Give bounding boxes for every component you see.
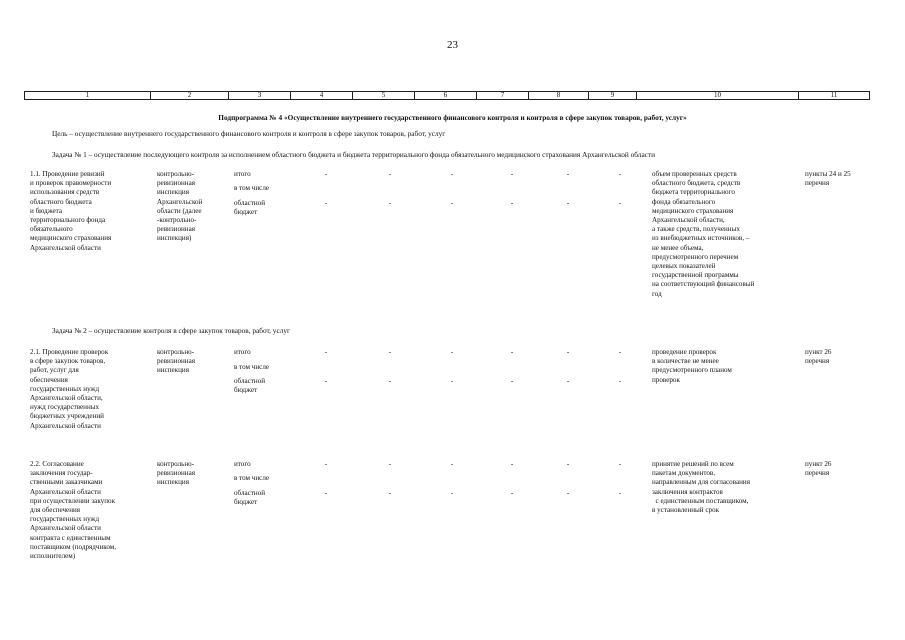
row-3-col-8-line-1-dash: - xyxy=(566,460,570,468)
row-1-col-4-line-1-dash: - xyxy=(324,170,328,178)
row-1-col-6-line-1-dash: - xyxy=(450,170,454,178)
row-2-name-line: работ, услуг для xyxy=(30,366,79,375)
row-2-col-5-line-1-dash: - xyxy=(388,348,392,356)
row-3-col-5-line-1-dash: - xyxy=(388,460,392,468)
row-1-result-line: год xyxy=(652,289,662,298)
goal-text: Цель – осуществление внутреннего государственного финансового контроля и контроля в сфере закупок товаров, работ, услуг xyxy=(52,129,446,138)
row-1-col-8-line-1-dash: - xyxy=(566,170,570,178)
row-3-name-line: исполнителем) xyxy=(30,552,76,561)
row-2-result-line: предусмотренного планом xyxy=(652,366,732,375)
row-1-name-line: Архангельской области xyxy=(30,243,101,252)
row-2-name-line: государственных нужд xyxy=(30,384,100,393)
row-1-source-budget-line: областной xyxy=(234,199,266,207)
header-col-5: 5 xyxy=(353,92,415,100)
row-3-col-8-line-2-dash: - xyxy=(566,489,570,497)
row-2-name-line: Архангельской области, xyxy=(30,394,103,403)
header-col-10: 10 xyxy=(637,92,799,100)
row-3-col-7-line-1-dash: - xyxy=(510,460,514,468)
row-1-source-budget xyxy=(234,199,265,217)
row-3-result xyxy=(652,460,750,515)
row-3-name-line: при осуществлении закупок xyxy=(30,496,116,505)
row-1-name-line: областного бюджета xyxy=(30,197,92,206)
row-3-source-total: итого xyxy=(234,460,251,468)
row-2-link xyxy=(805,348,831,366)
row-2-executor xyxy=(157,348,195,376)
row-3-col-4-line-1-dash: - xyxy=(324,460,328,468)
row-3-link-line: пункт 26 xyxy=(805,460,832,468)
header-col-4: 4 xyxy=(291,92,353,100)
row-1-executor-line: Архангельской xyxy=(157,197,203,206)
header-col-9: 9 xyxy=(589,92,637,100)
row-2-name-line: нужд государственных xyxy=(30,403,100,412)
row-1-col-6-line-2-dash: - xyxy=(450,199,454,207)
row-1-result-line: областного бюджета, средств xyxy=(652,179,741,188)
header-col-7: 7 xyxy=(477,92,529,100)
row-1-source-incl: в том числе xyxy=(234,184,270,192)
row-3-result-line: пакетам документов, xyxy=(652,469,716,478)
row-3-result-line: заключения контрактов xyxy=(652,487,723,496)
row-1-name-line: использования средств xyxy=(30,188,100,197)
row-3-name-line: ственными заказчиками xyxy=(30,478,103,487)
row-1-result-line: из внебюджетных источников, – xyxy=(652,234,750,243)
row-3-col-9-line-1-dash: - xyxy=(618,460,622,468)
row-2-col-9-line-1-dash: - xyxy=(618,348,622,356)
row-3-col-5-line-2-dash: - xyxy=(388,489,392,497)
row-3-result-line: с единственным поставщиком, xyxy=(652,496,749,505)
row-2-col-6-line-2-dash: - xyxy=(450,377,454,385)
row-1-executor-line: ревизионная xyxy=(157,179,195,188)
header-col-3: 3 xyxy=(229,92,291,100)
row-1-name-line: медицинского страхования xyxy=(30,234,112,243)
row-2-result-line: проверок xyxy=(652,375,680,384)
row-1-executor xyxy=(157,170,202,244)
row-2-source-budget-line: бюджет xyxy=(234,386,258,395)
row-3-executor-line: ревизионная xyxy=(157,469,195,478)
header-col-2: 2 xyxy=(151,92,229,100)
row-1-executor-line: области (далее xyxy=(157,206,202,215)
row-1-source-budget-line: бюджет xyxy=(234,208,258,217)
row-3-col-4-line-2-dash: - xyxy=(324,489,328,497)
row-1-col-4-line-2-dash: - xyxy=(324,199,328,207)
row-3-name-line: заключения государ- xyxy=(30,469,93,478)
row-1-result-line: на соответствующий финансовый xyxy=(652,280,755,289)
row-1-executor-line: инспекция xyxy=(157,188,189,197)
row-2-name-line: обеспечения xyxy=(30,375,68,384)
row-1-col-7-line-2-dash: - xyxy=(510,199,514,207)
row-1-executor-line: ревизионная xyxy=(157,225,195,234)
row-2-name-line: 2.1. Проведение проверок xyxy=(30,348,109,356)
row-3-executor-line: контрольно- xyxy=(157,460,195,468)
row-1-link-line: перечня xyxy=(805,179,830,188)
row-3-name-line: Архангельской области xyxy=(30,487,101,496)
row-2-col-7-line-2-dash: - xyxy=(510,377,514,385)
row-2-name-line: Архангельской области xyxy=(30,421,101,430)
row-2-name-line: бюджетных учреждений xyxy=(30,412,104,421)
row-3-link-line: перечня xyxy=(805,469,830,478)
row-3-name-line: контракта с единственным xyxy=(30,533,111,542)
row-1-result-line: государственной программы xyxy=(652,271,739,280)
row-2-source-budget xyxy=(234,377,265,395)
row-3-source-budget-line: бюджет xyxy=(234,498,258,507)
row-2-link-line: перечня xyxy=(805,357,830,366)
row-3-name-line: для обеспечения xyxy=(30,506,81,515)
row-1-executor-line: -контрольно- xyxy=(157,216,197,225)
row-3-col-9-line-2-dash: - xyxy=(618,489,622,497)
row-2-result xyxy=(652,348,732,385)
row-3-name-line: Архангельской области xyxy=(30,524,101,533)
row-1-name-line: обязательного xyxy=(30,225,73,234)
row-1-col-5-line-1-dash: - xyxy=(388,170,392,178)
row-2-link-line: пункт 26 xyxy=(805,348,832,356)
row-2-col-8-line-2-dash: - xyxy=(566,377,570,385)
row-1-result-line: Архангельской области, xyxy=(652,216,725,225)
row-1-result-line: не менее объема, xyxy=(652,243,704,252)
row-3-result-line: принятие решений по всем xyxy=(652,460,734,468)
row-2-source-total: итого xyxy=(234,348,251,356)
row-2-source-incl: в том числе xyxy=(234,363,270,371)
row-3-executor xyxy=(157,460,195,488)
row-2-col-5-line-2-dash: - xyxy=(388,377,392,385)
row-1-col-5-line-2-dash: - xyxy=(388,199,392,207)
row-2-name-line: в сфере закупок товаров, xyxy=(30,357,106,366)
row-3-executor-line: инспекция xyxy=(157,478,189,487)
row-1-name xyxy=(30,170,111,253)
header-col-6: 6 xyxy=(415,92,477,100)
page-number: 23 xyxy=(447,39,458,51)
row-2-executor-line: инспекция xyxy=(157,366,189,375)
row-3-source-incl: в том числе xyxy=(234,474,270,482)
row-1-name-line: и бюджета xyxy=(30,206,63,215)
row-2-result-line: в количестве не менее xyxy=(652,357,719,366)
row-2-col-7-line-1-dash: - xyxy=(510,348,514,356)
row-1-source-total: итого xyxy=(234,170,251,178)
row-2-col-6-line-1-dash: - xyxy=(450,348,454,356)
column-number-header xyxy=(24,91,870,100)
row-3-name-line: поставщиком (подрядчиком, xyxy=(30,542,117,551)
row-1-col-9-line-1-dash: - xyxy=(618,170,622,178)
row-2-source-budget-line: областной xyxy=(234,377,266,385)
row-3-name-line: государственных нужд xyxy=(30,515,100,524)
row-1-executor-line: контрольно- xyxy=(157,170,195,178)
header-col-11: 11 xyxy=(799,92,870,100)
row-1-result-line: объем проверенных средств xyxy=(652,170,737,178)
row-2-col-8-line-1-dash: - xyxy=(566,348,570,356)
row-1-executor-line: инспекция) xyxy=(157,234,192,243)
row-2-col-4-line-2-dash: - xyxy=(324,377,328,385)
row-1-name-line: и проверок правомерности xyxy=(30,179,112,188)
row-3-col-7-line-2-dash: - xyxy=(510,489,514,497)
row-1-name-line: территориального фонда xyxy=(30,216,106,225)
task-2-text: Задача № 2 – осуществление контроля в сфере закупок товаров, работ, услуг xyxy=(52,326,290,335)
row-1-result-line: предусмотренного перечнем xyxy=(652,252,739,261)
row-1-result-line: целевых показателей xyxy=(652,262,716,271)
row-2-result-line: проведение проверок xyxy=(652,348,717,356)
row-1-link xyxy=(805,170,851,188)
row-1-result-line: бюджета территориального xyxy=(652,188,735,197)
row-1-result xyxy=(652,170,754,299)
row-2-col-9-line-2-dash: - xyxy=(618,377,622,385)
row-1-result-line: медицинского страхования xyxy=(652,206,734,215)
header-col-1: 1 xyxy=(25,92,151,100)
row-3-result-line: в установленный срок xyxy=(652,506,720,515)
subprogram-title: Подпрограмма № 4 «Осуществление внутреннего государственного финансового контроля и контроля в сфере закупок товаров, работ, услуг» xyxy=(218,113,687,122)
row-3-name-line: 2.2. Согласование xyxy=(30,460,84,468)
row-1-col-7-line-1-dash: - xyxy=(510,170,514,178)
row-3-link xyxy=(805,460,831,478)
row-3-col-6-line-2-dash: - xyxy=(450,489,454,497)
row-1-col-8-line-2-dash: - xyxy=(566,199,570,207)
row-2-executor-line: ревизионная xyxy=(157,357,195,366)
row-2-col-4-line-1-dash: - xyxy=(324,348,328,356)
row-1-result-line: фонда обязательного xyxy=(652,197,716,206)
row-1-link-line: пункты 24 и 25 xyxy=(805,170,851,178)
row-3-source-budget-line: областной xyxy=(234,489,266,497)
row-3-result-line: направленным для согласования xyxy=(652,478,750,487)
row-1-result-line: а также средств, полученных xyxy=(652,225,740,234)
header-col-8: 8 xyxy=(529,92,589,100)
row-3-name xyxy=(30,460,116,561)
row-1-col-9-line-2-dash: - xyxy=(618,199,622,207)
row-3-source-budget xyxy=(234,489,265,507)
row-2-executor-line: контрольно- xyxy=(157,348,195,356)
row-3-col-6-line-1-dash: - xyxy=(450,460,454,468)
row-2-name xyxy=(30,348,108,431)
row-1-name-line: 1.1. Проведение ревизий xyxy=(30,170,105,178)
task-1-text: Задача № 1 – осуществление последующего контроля за исполнением областного бюджета и бюджета территориального фонда обязательного медицинского страхования Архангельской области xyxy=(52,150,656,159)
